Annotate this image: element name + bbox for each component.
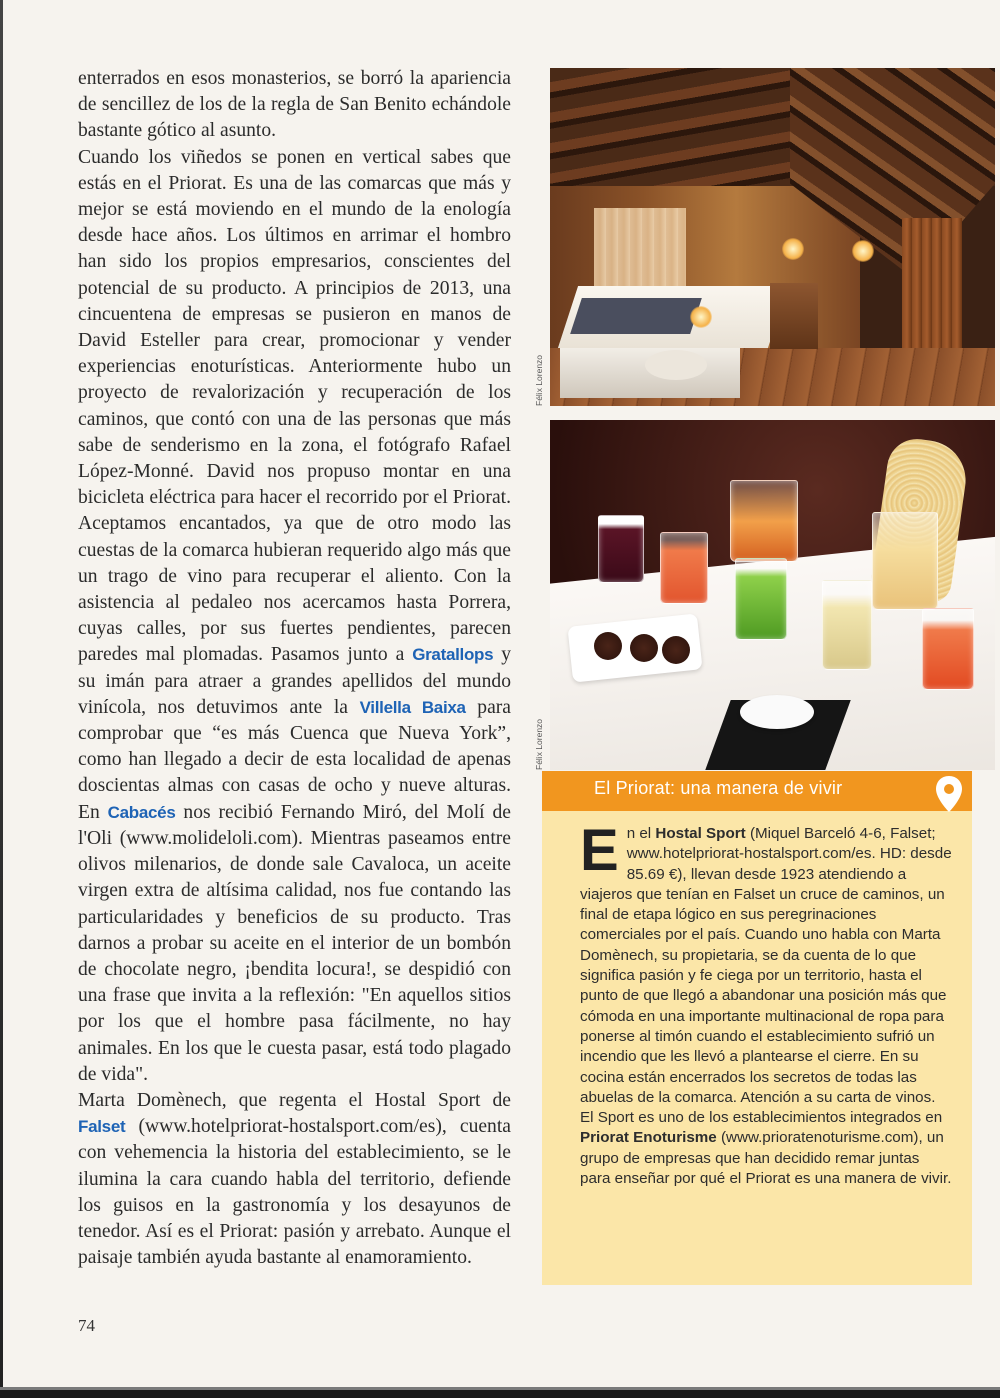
shot-glass [598, 515, 644, 583]
lamp [690, 306, 712, 328]
article-paragraph [78, 66, 511, 145]
info-box [542, 771, 972, 1285]
organization-name: Priorat Enoturisme [580, 1129, 717, 1147]
paragraph-text: enterrados en esos monasterios, se borró la apariencia de sencillez de los de la regla de San Benito echándole bastante gótico al asunto. [78, 68, 511, 142]
lamp [782, 238, 804, 260]
place-name: Cabacés [107, 802, 176, 822]
chocolate-bite [594, 632, 622, 660]
hotel-room-photo [550, 68, 995, 406]
place-name: Falset [78, 1117, 126, 1137]
photo-credit: Félix Lorenzo [534, 354, 544, 406]
paragraph-text: (www.hotelpriorat-hostalsport.com/es), cuenta con vehemencia la historia del establecimiento, se le ilumina la cara cuando habla del territorio, defiende los guisos en la gastronomía y los desayunos de tenedor. Así es el Priorat: pasión y arrebato. Aunque el paisaje también ayuda bastante al enamoramiento. [78, 1116, 511, 1269]
spoon [740, 695, 814, 729]
rug [645, 350, 707, 380]
paragraph-text: y su imán para atraer a grandes apellidos del mundo vinícola, nos detuvimos ante la [78, 644, 511, 718]
place-name: Villella Baixa [359, 697, 466, 717]
shot-glass [922, 608, 974, 690]
shot-glass [730, 480, 798, 562]
lamp [852, 240, 874, 262]
paragraph-text: Marta Domènech, que regenta el Hostal Sport de [78, 1089, 511, 1111]
bed-blanket [570, 298, 702, 334]
nightstand [770, 283, 818, 349]
shot-glass [872, 512, 938, 610]
map-pin-icon [934, 774, 964, 814]
info-box-header [542, 771, 972, 811]
paragraph-text: para comprobar que “es más Cuenca que Nueva York”, como han llegado a decir de esta localidad de apenas doscientas almas con casas de ocho y nueve alturas. En [78, 696, 511, 823]
photo-credit: Félix Lorenzo [534, 718, 544, 770]
chocolate-bite [662, 636, 690, 664]
article-column [78, 66, 511, 1271]
paragraph-text: nos recibió Fernando Miró, del Molí de l'Oli (www.molideloli.com). Mientras paseamos entre olivos milenarios, de donde sale Cavaloca, un aceite virgen extra de altísima calidad, nos fue contando las particularidades y beneficios de su producto. Tras darnos a probar su aceite en el interior de un bombón de chocolate negro, ¡bendita locura!, se despidió con una frase que invita a la reflexión: "En aquellos sitios por los que el hombre pasa fácilmente, no hay animales. En los que le cuesta pasar, está todo plagado de vida". [78, 801, 511, 1085]
shot-glass [660, 532, 708, 604]
room-shutter [902, 218, 962, 348]
body-text: n el [626, 825, 652, 842]
hotel-name: Hostal Sport [655, 825, 746, 842]
tapas-photo [550, 420, 995, 770]
paragraph-text: Cuando los viñedos se ponen en vertical sabes que estás en el Priorat. Es una de las comarcas que más y mejor se está moviendo en el mundo de la enología desde hace años. Los últimos en arrimar el hombro han sido los propios empresarios, conscientes del potencial de su producto. A principios de 2013, una cincuentena de empresas se pusieron en manos de David Esteller para crear, promocionar y vender experiencias enoturísticas. Anteriormente hubo un proyecto de revalorización y recuperación de los caminos, que contó con una de las personas que más sabe de senderismo en la zona, el fotógrafo Rafael López-Monné. David nos propuso montar en una bicicleta eléctrica para hacer el recorrido por el Priorat. Aceptamos encantados, ya que de otro modo las cuestas de la comarca hubieran requerido algo más que un trago de vino para recuperar el aliento. Con la asistencia al pedaleo nos acercamos hasta Porrera, cuyas calles, por sus fuertes pendientes, parecen paredes mal plomadas. Pasamos junto a [78, 146, 511, 666]
body-text: (Miquel Barceló 4-6, Falset; www.hotelpriorat-hostalsport.com/es. HD: desde 85.69 €), llevan desde 1923 atendiendo a viajeros que tenían en Falset un cruce de caminos, un final de etapa lógico en sus peregrinaciones comerciales por el país. Cuando uno habla con Marta Domènech, su propietaria, se da cuenta de lo que significa pasión y fe ciega por un territorio, hasta el punto de que llegó a abandonar una posición más que cómoda en una importante multinacional de ropa para ponerse al timón cuando el establecimiento sufrió un incendio que les llevó a plantearse el cierre. En su cocina están encerrados los secretos de todas las abuelas de la comarca. Atención a su carta de vinos. El Sport es uno de los establecimientos integrados en [580, 825, 952, 1127]
article-paragraph [78, 145, 511, 1088]
page-edge [0, 0, 3, 1398]
info-box-body [580, 818, 952, 1189]
drop-cap: E [580, 818, 619, 883]
place-name: Gratallops [412, 645, 494, 665]
chocolate-bite [630, 634, 658, 662]
page-number: 74 [78, 1316, 95, 1335]
shot-glass [822, 580, 872, 670]
shot-glass [735, 558, 787, 640]
bottom-edge [0, 1390, 1000, 1398]
body-text: (www.prioratenoturisme.com), un grupo de empresas que han decidido remar juntas para enseñar por qué el Priorat es una manera de vivir. [580, 1129, 952, 1188]
info-box-title: El Priorat: una manera de vivir [594, 778, 843, 798]
article-paragraph [78, 1088, 511, 1271]
